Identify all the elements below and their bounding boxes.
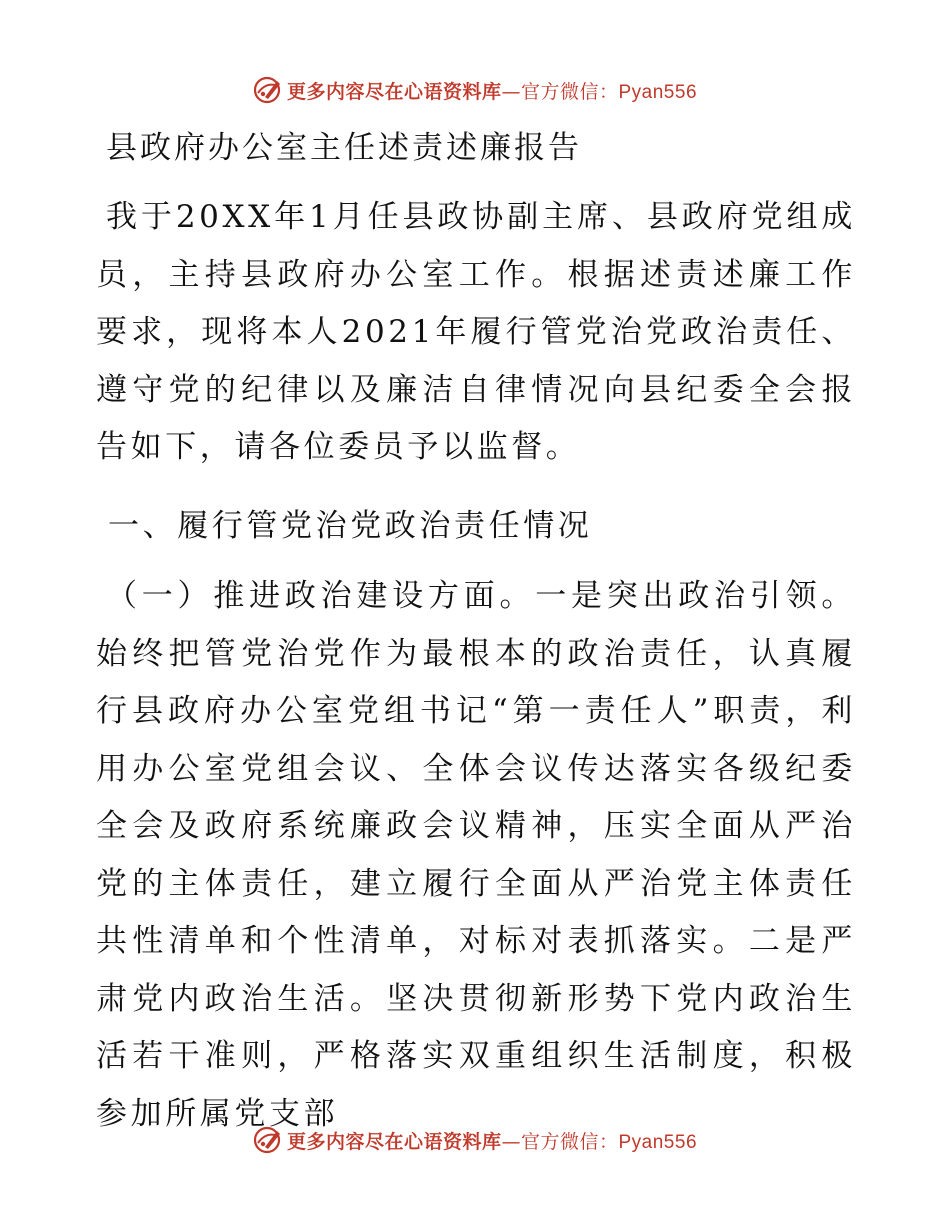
- section-heading: 一、履行管党治党政治责任情况: [108, 508, 593, 544]
- red-pen-swirl-logo-icon: [253, 75, 283, 105]
- document-title: 县政府办公室主任述责述廉报告: [106, 130, 582, 166]
- watermark-footer: [0, 1120, 950, 1160]
- red-pen-swirl-logo-icon: [253, 1125, 283, 1155]
- watermark-text: 更多内容尽在心语资料库—官方微信：Pyan556: [286, 1130, 698, 1153]
- watermark-text: 更多内容尽在心语资料库—官方微信：Pyan556: [286, 80, 698, 103]
- watermark-header: [0, 70, 950, 110]
- intro-paragraph: 我于20XX年1月任县政协副主席、县政府党组成员，主持县政府办公室工作。根据述责述廉工作要求，现将本人2021年履行管党治党政治责任、遵守党的纪律以及廉洁自律情况向县纪委全会报告如下，请各位委员予以监督。: [96, 199, 856, 465]
- section-body-paragraph: （一）推进政治建设方面。一是突出政治引领。始终把管党治党作为最根本的政治责任，认真履行县政府办公室党组书记“第一责任人”职责，利用办公室党组会议、全体会议传达落实各级纪委全会及政府系统廉政会议精神，压实全面从严治党的主体责任，建立履行全面从严治党主体责任共性清单和个性清单，对标对表抓落实。二是严肃党内政治生活。坚决贯彻新形势下党内政治生活若干准则，严格落实双重组织生活制度，积极参加所属党支部: [96, 578, 856, 1132]
